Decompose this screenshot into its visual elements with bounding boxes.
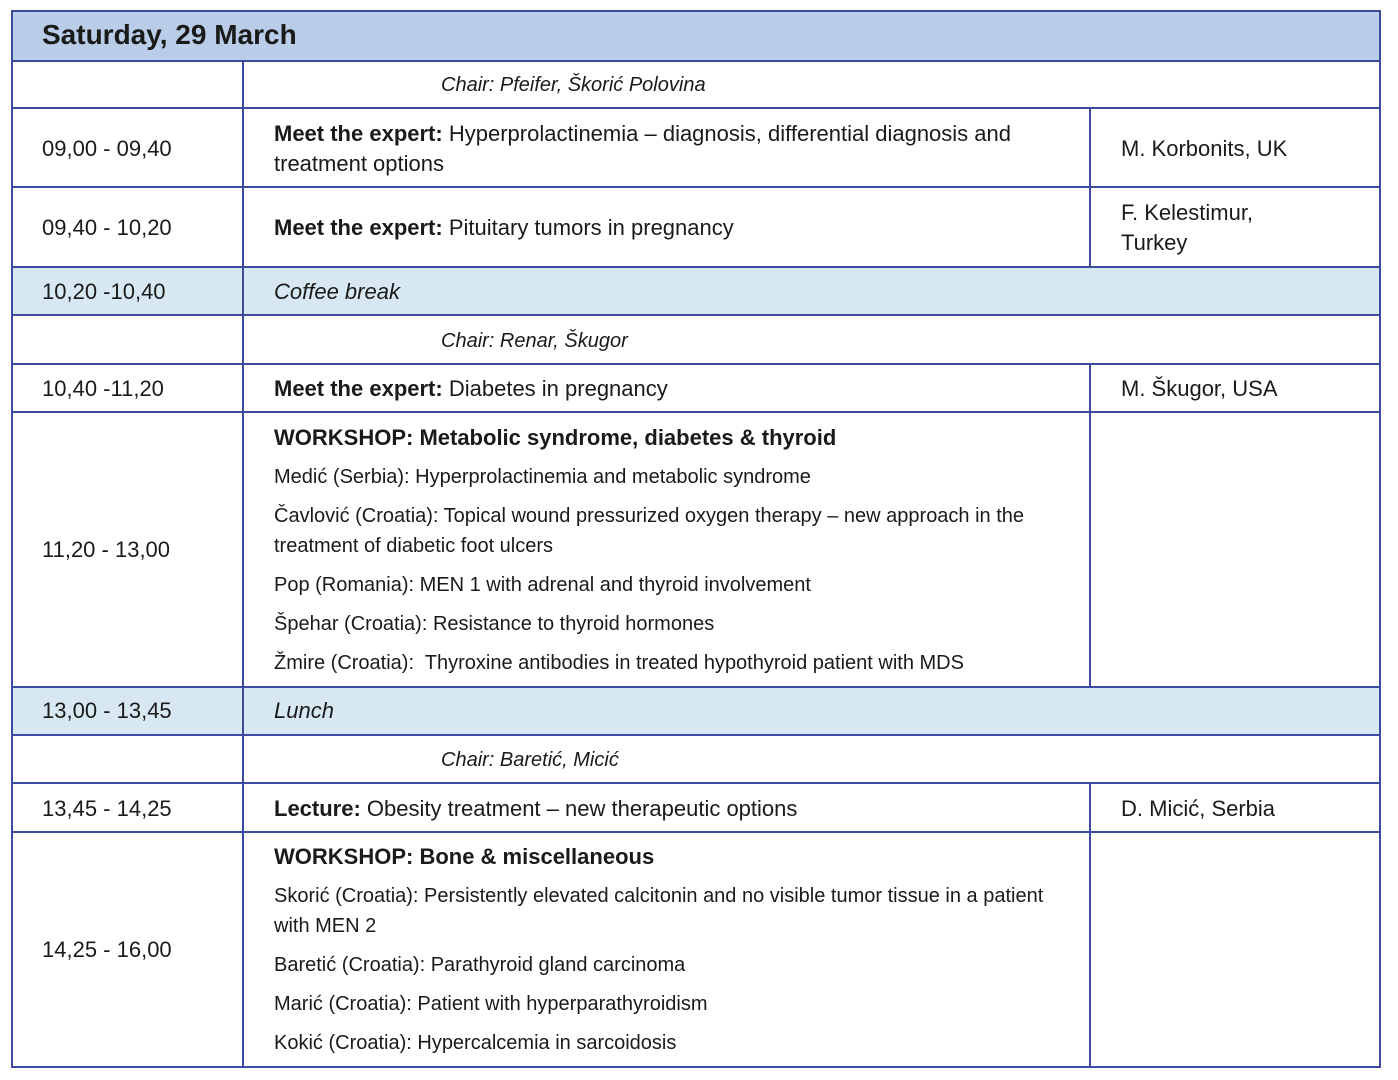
row-divider: [11, 186, 1381, 188]
session-topic: Obesity treatment – new therapeutic options: [366, 796, 798, 821]
session-time: 10,40 -11,20: [42, 376, 164, 401]
break-label: Lunch: [274, 698, 334, 723]
session-type-label: Meet the expert:: [274, 121, 443, 146]
row-divider: [11, 363, 1381, 365]
workshop-time: 14,25 - 16,00: [42, 937, 172, 962]
row-divider: [11, 782, 1381, 784]
session-description: [274, 794, 1084, 824]
program-table: [11, 10, 1381, 1068]
column-divider-time: [242, 60, 244, 1068]
session-speaker: M. Škugor, USA: [1121, 376, 1278, 401]
workshop-item: Pop (Romania): MEN 1 with adrenal and thyroid involvement: [274, 574, 811, 596]
column-divider-speaker: [1089, 107, 1091, 268]
session-time: 09,00 - 09,40: [42, 136, 172, 161]
workshop-item: Žmire (Croatia): Thyroxine antibodies in treated hypothyroid patient with MDS: [274, 652, 964, 674]
workshop-item: Kokić (Croatia): Hypercalcemia in sarcoidosis: [274, 1032, 677, 1054]
workshop-item: Skorić (Croatia): Persistently elevated calcitonin and no visible tumor tissue in a patient with MEN 2: [274, 885, 1044, 937]
workshop-item: Čavlović (Croatia): Topical wound pressurized oxygen therapy – new approach in the treatment of diabetic foot ulcers: [274, 505, 1025, 557]
chair-label: Chair: Pfeifer, Škorić Polovina: [441, 74, 706, 96]
session-time: 13,45 - 14,25: [42, 796, 172, 821]
row-divider: [11, 314, 1381, 316]
session-description: [274, 213, 1084, 243]
workshop-item: Špehar (Croatia): Resistance to thyroid hormones: [274, 613, 715, 635]
session-description: [274, 374, 1084, 404]
row-divider: [11, 411, 1381, 413]
session-speaker: M. Korbonits, UK: [1121, 136, 1288, 161]
break-time: 13,00 - 13,45: [42, 698, 172, 723]
row-divider: [11, 60, 1381, 62]
table-border-top: [11, 10, 1381, 12]
session-speaker: F. Kelestimur, Turkey: [1121, 200, 1254, 255]
column-divider-speaker: [1089, 363, 1091, 688]
session-time: 09,40 - 10,20: [42, 215, 172, 240]
row-divider: [11, 266, 1381, 268]
chair-label: Chair: Baretić, Micić: [441, 749, 619, 771]
workshop-block: [274, 842, 1084, 1058]
table-border-left: [11, 10, 13, 1068]
workshop-time: 11,20 - 13,00: [42, 537, 171, 562]
column-divider-speaker: [1089, 782, 1091, 1068]
session-type-label: Lecture:: [274, 796, 361, 821]
workshop-item: Marić (Croatia): Patient with hyperparathyroidism: [274, 993, 708, 1015]
break-label: Coffee break: [274, 279, 400, 304]
row-divider: [11, 686, 1381, 688]
row-divider: [11, 734, 1381, 736]
table-border-right: [1379, 10, 1381, 1068]
table-border-bottom: [11, 1066, 1381, 1068]
session-description: [274, 119, 1084, 179]
workshop-block: [274, 423, 1084, 678]
workshop-item: Baretić (Croatia): Parathyroid gland carcinoma: [274, 954, 686, 976]
row-divider: [11, 107, 1381, 109]
day-title: Saturday, 29 March: [42, 19, 297, 50]
session-type-label: Meet the expert:: [274, 215, 443, 240]
session-topic: Hyperprolactinemia – diagnosis, differential diagnosis and treatment options: [274, 121, 1011, 176]
session-type-label: Meet the expert:: [274, 376, 443, 401]
chair-label: Chair: Renar, Škugor: [441, 330, 628, 352]
break-time: 10,20 -10,40: [42, 279, 166, 304]
workshop-item: Medić (Serbia): Hyperprolactinemia and metabolic syndrome: [274, 466, 811, 488]
workshop-title: WORKSHOP: Metabolic syndrome, diabetes & thyroid: [274, 425, 837, 450]
workshop-title: WORKSHOP: Bone & miscellaneous: [274, 844, 655, 869]
row-divider: [11, 831, 1381, 833]
session-topic: Diabetes in pregnancy: [448, 376, 668, 401]
session-speaker: D. Micić, Serbia: [1121, 796, 1276, 821]
session-topic: Pituitary tumors in pregnancy: [448, 215, 734, 240]
